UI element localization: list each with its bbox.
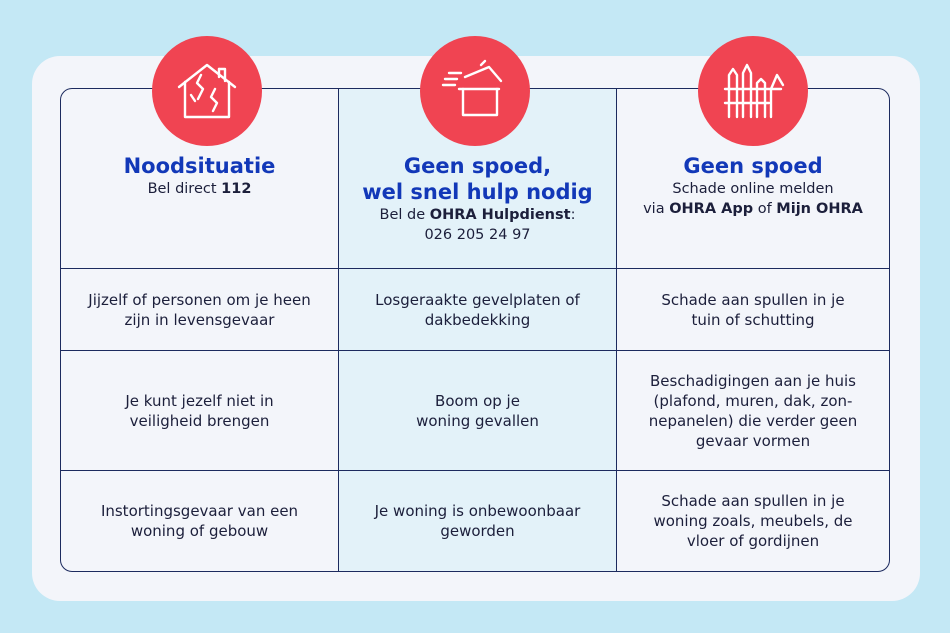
- table-cell: Jijzelf of personen om je heen zijn in levensgevaar: [61, 269, 339, 351]
- damaged-house-icon: [152, 36, 262, 146]
- wind-roof-icon: [420, 36, 530, 146]
- table-cell: Je kunt jezelf niet in veiligheid brengen: [61, 351, 339, 471]
- mijn-ohra-link[interactable]: Mijn OHRA: [776, 201, 863, 217]
- table-cell: Schade aan spullen in je tuin of schutting: [617, 269, 889, 351]
- table-cell: Instortingsgevaar van een woning of gebouw: [61, 471, 339, 571]
- table-cell: Je woning is onbewoonbaar geworden: [339, 471, 617, 571]
- table-cell: Losgeraakte gevelplaten of dakbedekking: [339, 269, 617, 351]
- table-cell: Boom op je woning gevallen: [339, 351, 617, 471]
- table-cell: Beschadigingen aan je huis (plafond, muren, dak, zon-nepanelen) die verder geen gevaar vormen: [617, 351, 889, 471]
- title-non-urgent: Geen spoed: [683, 154, 823, 178]
- subtitle-emergency: Bel direct 112: [147, 181, 252, 197]
- phone-number[interactable]: 026 205 24 97: [424, 227, 531, 243]
- subtitle-urgent: Bel de OHRA Hulpdienst: 026 205 24 97: [379, 207, 576, 243]
- app-link[interactable]: OHRA App: [669, 201, 754, 217]
- emergency-number: 112: [221, 181, 252, 197]
- table-cell: Schade aan spullen in je woning zoals, meubels, de vloer of gordijnen: [653, 492, 853, 550]
- broken-fence-icon: [698, 36, 808, 146]
- subtitle-non-urgent: Schade online melden via OHRA App of Mijn OHRA: [643, 181, 863, 217]
- title-urgent: Geen spoed, wel snel hulp nodig: [362, 154, 593, 204]
- title-emergency: Noodsituatie: [123, 154, 276, 178]
- urgency-table: [60, 88, 890, 572]
